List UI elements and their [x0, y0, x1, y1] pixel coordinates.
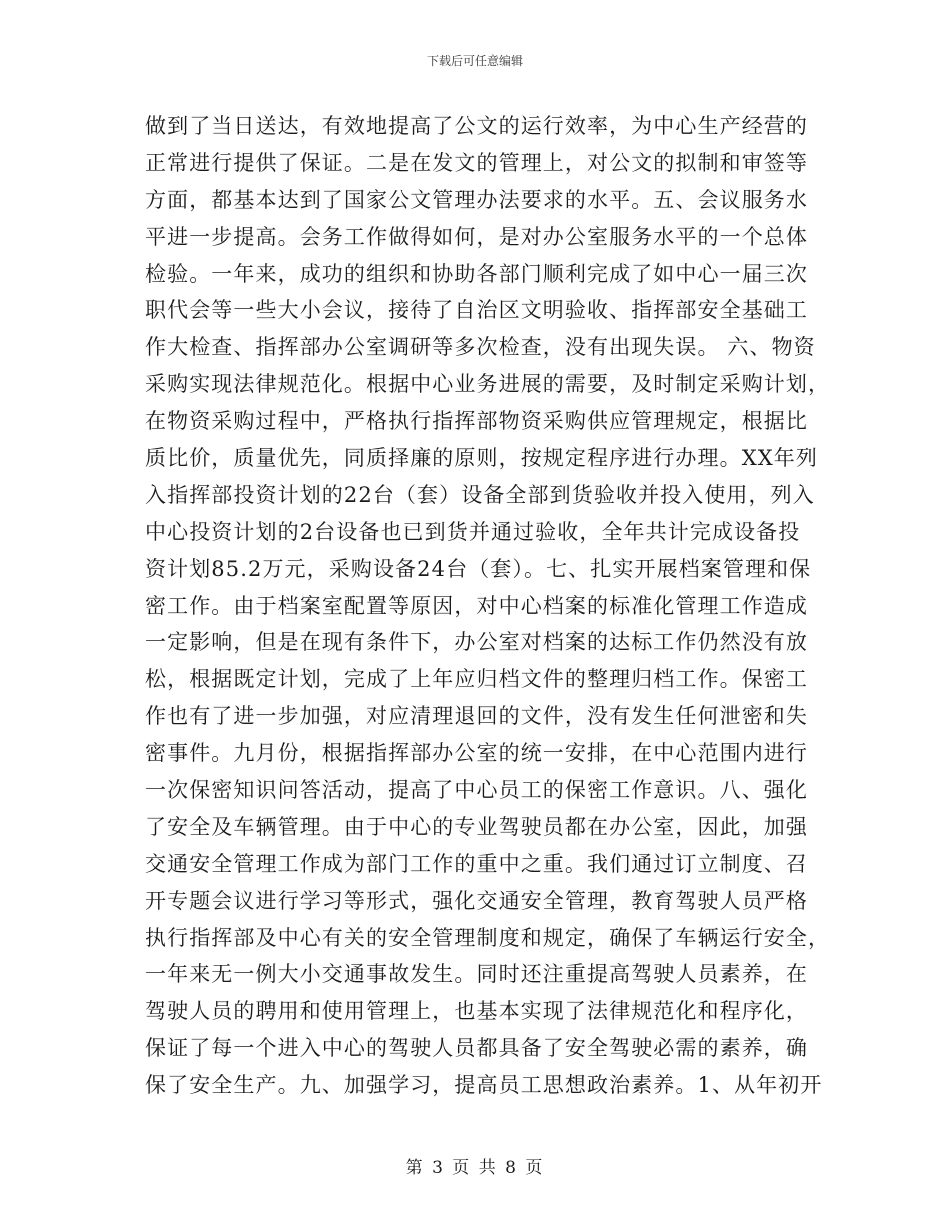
text-line: 了安全及车辆管理。由于中心的专业驾驶员都在办公室，因此，加强: [145, 814, 808, 839]
text-line: 中心投资计划的2台设备也已到货并通过验收，全年共计完成设备投: [145, 519, 801, 544]
text-line: 职代会等一些大小会议，接待了自治区文明验收、指挥部安全基础工: [145, 298, 808, 323]
text-line: 方面，都基本达到了国家公文管理办法要求的水平。五、会议服务水: [145, 187, 808, 212]
text-line: 一定影响，但是在现有条件下，办公室对档案的达标工作仍然没有放: [145, 630, 808, 655]
page-header: 下载后可任意编辑: [426, 54, 523, 68]
text-line: 一次保密知识问答活动，提高了中心员工的保密工作意识。八、强化: [145, 778, 808, 803]
text-line: 正常进行提供了保证。二是在发文的管理上，对公文的拟制和审签等: [145, 150, 808, 175]
text-line: 交通安全管理工作成为部门工作的重中之重。我们通过订立制度、召: [145, 851, 808, 876]
text-line: 作也有了进一步加强，对应清理退回的文件，没有发生任何泄密和失: [145, 704, 808, 729]
text-line: 资计划85.2万元，采购设备24台（套）。七、扎实开展档案管理和保: [145, 556, 812, 581]
text-line: 作大检查、指挥部办公室调研等多次检查，没有出现失误。 六、物资: [145, 335, 816, 360]
text-line: 检验。一年来，成功的组织和协助各部门顺利完成了如中心一届三次: [145, 261, 808, 286]
text-line: 做到了当日送达，有效地提高了公文的运行效率，为中心生产经营的: [145, 114, 808, 138]
text-line: 执行指挥部及中心有关的安全管理制度和规定，确保了车辆运行安全，: [145, 925, 831, 950]
text-line: 开专题会议进行学习等形式，强化交通安全管理，教育驾驶人员严格: [145, 888, 808, 913]
page-number: 第 3 页 共 8 页: [405, 1158, 545, 1178]
body-text: [145, 108, 831, 1104]
text-line: 平进一步提高。会务工作做得如何，是对办公室服务水平的一个总体: [145, 224, 808, 249]
text-line: 一年来无一例大小交通事故发生。同时还注重提高驾驶人员素养，在: [145, 962, 808, 987]
text-line: 保证了每一个进入中心的驾驶人员都具备了安全驾驶必需的素养，确: [145, 1036, 808, 1061]
text-line: 采购实现法律规范化。根据中心业务进展的需要，及时制定采购计划，: [145, 372, 831, 397]
text-line: 质比价，质量优先，同质择廉的原则，按规定程序进行办理。XX年列: [145, 446, 818, 471]
text-line: 驾驶人员的聘用和使用管理上，也基本实现了法律规范化和程序化，: [145, 999, 808, 1024]
text-line: 密事件。九月份，根据指挥部办公室的统一安排，在中心范围内进行: [145, 741, 808, 766]
text-line: 保了安全生产。九、加强学习，提高员工思想政治素养。1、从年初开: [145, 1073, 823, 1098]
text-line: 松，根据既定计划，完成了上年应归档文件的整理归档工作。保密工: [145, 667, 808, 692]
text-line: 在物资采购过程中，严格执行指挥部物资采购供应管理规定，根据比: [145, 409, 808, 434]
text-line: 入指挥部投资计划的22台（套）设备全部到货验收并投入使用，列入: [145, 482, 815, 507]
text-line: 密工作。由于档案室配置等原因，对中心档案的标准化管理工作造成: [145, 593, 808, 618]
